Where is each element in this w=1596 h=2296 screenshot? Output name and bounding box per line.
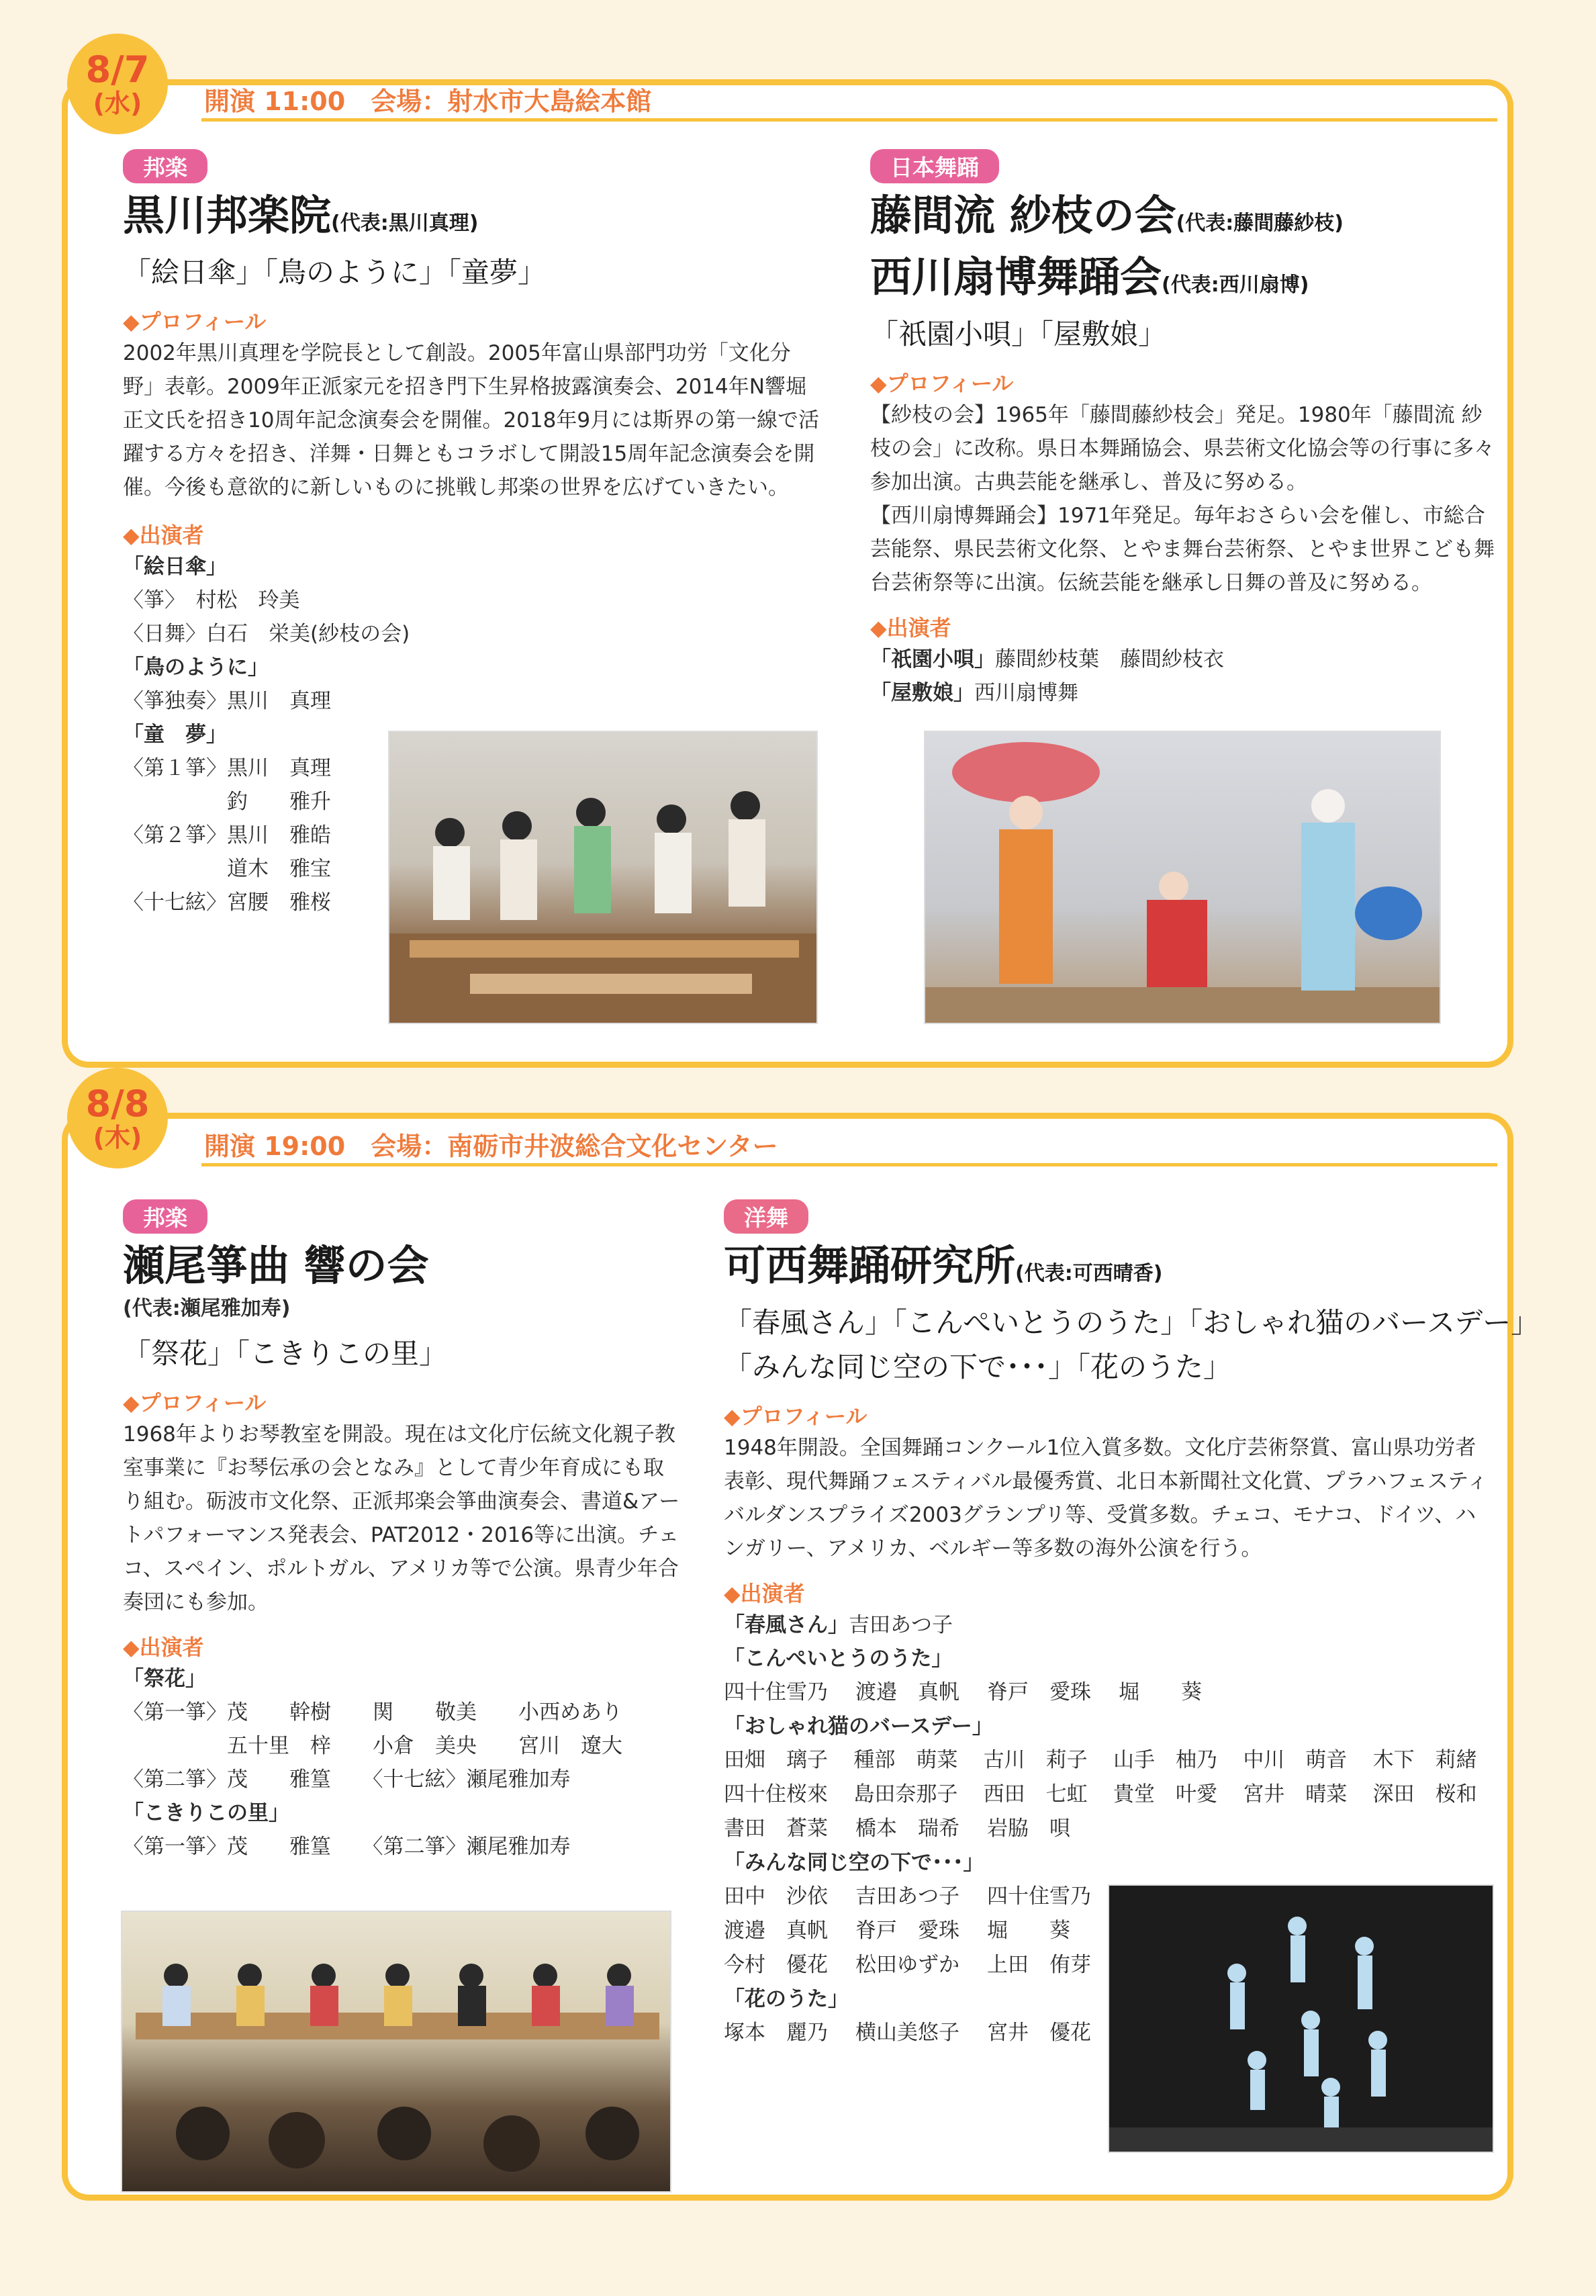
- japanese-dance-illustration: [925, 732, 1441, 1024]
- group-name-2: 西川扇博舞踊会: [870, 252, 1162, 302]
- date-badge-day1: [67, 34, 168, 134]
- group-name: 瀬尾箏曲 響の会: [123, 1241, 429, 1290]
- program-works-1: 「春風さん」「こんぺいとうのうた」「おしゃれ猫のバースデー」: [724, 1306, 1540, 1339]
- performer-block-fujima-nishikawa: [870, 149, 1501, 710]
- work-title: 「おしゃれ猫のバースデー」: [724, 1714, 993, 1739]
- program-works-2: 「みんな同じ空の下で･･･」「花のうた」: [724, 1350, 1232, 1383]
- performers-heading: ◆出演者: [123, 1635, 204, 1660]
- performer-name: 今村 優花: [724, 1953, 828, 1977]
- koto-ensemble-photo: [121, 1911, 671, 2193]
- koto-ensemble-illustration: [122, 1912, 671, 2193]
- performer-name: 島田奈那子: [853, 1782, 958, 1806]
- performer-line: 〈第１箏〉黒川 真理: [123, 756, 331, 780]
- performer-grid: [724, 1743, 1503, 1846]
- group-title: [724, 1239, 1503, 1301]
- performer-row: [724, 1675, 1503, 1710]
- performer-line: 〈十七絃〉宮腰 雅桜: [123, 890, 331, 915]
- divider: [201, 1163, 1497, 1166]
- performer-name: 四十住桜來: [724, 1782, 828, 1806]
- work-title: 「春風さん」: [724, 1613, 849, 1637]
- profile-heading: ◆プロフィール: [870, 371, 1014, 396]
- group-title-2: [870, 250, 1501, 312]
- performer-list: [123, 1662, 700, 1864]
- group-title: [123, 189, 828, 250]
- program-works: 「絵日傘」「鳥のように」「童夢」: [123, 256, 547, 289]
- profile-text-2: 【西川扇博舞踊会】1971年発足。毎年おさらい会を催し、市総合芸能祭、県民芸術文化祭、とやま舞台芸術祭、とやま世界こども舞台芸術祭等に出演。伝統芸能を継承し日舞の普及に努める。: [870, 504, 1495, 595]
- performer-name: 岩脇 唄: [987, 1817, 1070, 1841]
- performer-block-seo: [123, 1199, 700, 1864]
- performers-heading: ◆出演者: [123, 522, 204, 548]
- work-title: 「みんな同じ空の下で･･･」: [724, 1851, 984, 1875]
- performer-line: 五十里 梓 小倉 美央 宮川 遼大: [123, 1734, 622, 1758]
- performer-name: 四十住雪乃: [724, 1680, 828, 1704]
- japanese-dance-photo: [924, 731, 1441, 1024]
- performer-row: [724, 1812, 1503, 1846]
- performer-name: 渡邉 真帆: [855, 1680, 959, 1704]
- performer-line: 〈第二箏〉茂 雅篁 〈十七絃〉瀬尾雅加寿: [123, 1767, 571, 1792]
- performer-name: 塚本 麗乃: [724, 2021, 828, 2045]
- performers-heading: ◆出演者: [724, 1581, 805, 1606]
- performer-line: 〈箏〉 村松 玲美: [123, 588, 300, 612]
- koto-performance-illustration: [389, 732, 818, 1024]
- performer-line: 〈箏独奏〉黒川 真理: [123, 689, 331, 713]
- profile-heading: ◆プロフィール: [724, 1404, 867, 1429]
- genre-tag: 洋舞: [724, 1199, 808, 1234]
- profile-text: 1948年開設。全国舞踊コンクール1位入賞多数。文化庁芸術祭賞、富山県功労者表彰、現代舞踊フェスティバル最優秀賞、北日本新聞社文化賞、プラハフェスティバルダンスプライズ2003グランプリ等、受賞多数。チェコ、モナコ、ドイツ、ハンガリー、アメリカ、ベルギー等多数の海外公演を行う。: [724, 1436, 1488, 1561]
- group-rep-2: (代表:西川扇博): [1162, 273, 1309, 297]
- performer-line: [870, 643, 1501, 676]
- performer-name: 西田 七虹: [983, 1782, 1088, 1806]
- weekday: (木): [93, 1123, 142, 1152]
- genre-tag: 邦楽: [123, 149, 207, 183]
- group-name: 黒川邦楽院: [123, 191, 332, 240]
- group-rep: (代表:瀬尾雅加寿): [123, 1297, 291, 1320]
- work-title: 「祇園小唄」: [870, 647, 995, 672]
- profile-text-1: 【紗枝の会】1965年「藤間藤紗枝会」発足。1980年「藤間流 紗枝の会」に改称。県日本舞踊協会、県芸術文化協会等の行事に多々参加出演。古典芸能を継承し、普及に努める。: [870, 403, 1495, 494]
- performer-name: 橋本 瑞希: [855, 1817, 959, 1841]
- profile-text: 2002年黒川真理を学院長として創設。2005年富山県部門功労「文化分野」表彰。2009年正派家元を招き門下生昇格披露演奏会、2014年N響堀正文氏を招き10周年記念演奏会を開催。2018年9月には斯界の第一線で活躍する方々を招き、洋舞・日舞ともコラボして開設15周年記念演奏会を開催。今後も意欲的に新しいものに挑戦し邦楽の世界を広げていきたい。: [123, 341, 820, 500]
- performer-names: 吉田あつ子: [849, 1613, 953, 1637]
- work-title: 「こんぺいとうのうた」: [724, 1647, 953, 1671]
- performer-name: 吉田あつ子: [855, 1884, 959, 1909]
- performer-name: 種部 萌菜: [853, 1748, 958, 1772]
- performer-line: [724, 1608, 1503, 1642]
- performer-name: 松田ゆずか: [855, 1953, 959, 1977]
- group-rep: (代表:可西晴香): [1015, 1262, 1163, 1285]
- modern-dance-illustration: [1109, 1886, 1494, 2153]
- performer-names: 藤間紗枝葉 藤間紗枝衣: [995, 647, 1224, 672]
- performer-name: 脊戸 愛珠: [987, 1680, 1091, 1704]
- work-title: 「花のうた」: [724, 1987, 849, 2011]
- performer-name: 脊戸 愛珠: [855, 1919, 959, 1943]
- profile-heading: ◆プロフィール: [123, 1390, 267, 1416]
- performer-name: 堀 葵: [1119, 1680, 1202, 1704]
- performer-name: 山手 柚乃: [1113, 1748, 1217, 1772]
- profile-text: 1968年よりお琴教室を開設。現在は文化庁伝統文化親子教室事業に『お琴伝承の会となみ』として青少年育成にも取り組む。砺波市文化祭、正派邦楽会箏曲演奏会、書道&アートパフォーマンス発表会、PAT2012・2016等に出演。チェコ、スペイン、ポルトガル、アメリカ等で公演。県青少年合奏団にも参加。: [123, 1422, 680, 1614]
- date: 8/7: [85, 48, 150, 91]
- work-title: 「鳥のように」: [123, 655, 269, 680]
- performer-grid: [724, 1675, 1503, 1710]
- group-rep-1: (代表:藤間藤紗枝): [1176, 212, 1344, 235]
- performer-name: 四十住雪乃: [987, 1884, 1091, 1909]
- event-header-day1: 開演 11:00 会場：射水市大島絵本館: [204, 87, 652, 116]
- group-name-1: 藤間流 紗枝の会: [870, 191, 1176, 240]
- work-title: 「絵日傘」: [123, 555, 227, 579]
- performer-name: 宮井 優花: [987, 2021, 1091, 2045]
- performer-line: 釣 雅升: [123, 790, 331, 814]
- performer-name: 上田 侑芽: [987, 1953, 1091, 1977]
- date: 8/8: [85, 1083, 150, 1125]
- performer-name: 堀 葵: [987, 1919, 1070, 1943]
- performer-line: 〈第一箏〉茂 幹樹 関 敬美 小西めあり: [123, 1700, 622, 1725]
- work-title: 「童 夢」: [123, 723, 227, 747]
- performer-name: 書田 蒼菜: [724, 1817, 828, 1841]
- performer-line: 道木 雅宝: [123, 857, 331, 881]
- performer-name: 深田 桜和: [1372, 1782, 1477, 1806]
- performer-line: 〈第２箏〉黒川 雅皓: [123, 823, 331, 847]
- divider: [201, 118, 1497, 122]
- genre-tag: 邦楽: [123, 1199, 207, 1234]
- koto-performance-photo: [388, 731, 818, 1024]
- work-title: 「祭花」: [123, 1667, 206, 1691]
- profile-heading: ◆プロフィール: [123, 309, 267, 334]
- performer-row: [724, 1778, 1503, 1812]
- performers-heading: ◆出演者: [870, 615, 951, 641]
- work-title: 「屋敷娘」: [870, 681, 974, 705]
- group-rep: (代表:黒川真理): [331, 212, 479, 235]
- date-badge-day2: [67, 1068, 168, 1168]
- performer-name: 田中 沙依: [724, 1884, 828, 1909]
- performer-line: 〈日舞〉白石 栄美(紗枝の会): [123, 622, 410, 646]
- performer-name: 宮井 晴菜: [1243, 1782, 1348, 1806]
- performer-name: 古川 莉子: [983, 1748, 1088, 1772]
- genre-tag: 日本舞踊: [870, 149, 999, 183]
- performer-name: 田畑 璃子: [724, 1748, 828, 1772]
- performer-row: [724, 1743, 1503, 1778]
- performer-line: 〈第一箏〉茂 雅篁 〈第二箏〉瀬尾雅加寿: [123, 1835, 571, 1859]
- work-title: 「こきりこの里」: [123, 1801, 289, 1825]
- performer-line: [870, 676, 1501, 710]
- program-works: 「祭花」「こきりこの里」: [123, 1337, 448, 1370]
- performer-name: 横山美悠子: [855, 2021, 959, 2045]
- weekday: (水): [93, 89, 142, 118]
- performer-names: 西川扇博舞: [974, 681, 1078, 705]
- performer-name: 渡邉 真帆: [724, 1919, 828, 1943]
- event-header-day2: 開演 19:00 会場：南砺市井波総合文化センター: [204, 1132, 778, 1161]
- modern-dance-photo: [1108, 1884, 1494, 2153]
- performer-name: 中川 萌音: [1243, 1748, 1348, 1772]
- group-title-1: [870, 189, 1501, 250]
- performer-name: 貴堂 叶愛: [1113, 1782, 1217, 1806]
- group-name: 可西舞踊研究所: [724, 1241, 1016, 1290]
- program-works: 「祇園小唄」「屋敷娘」: [870, 318, 1167, 351]
- performer-name: 木下 莉緒: [1372, 1748, 1477, 1772]
